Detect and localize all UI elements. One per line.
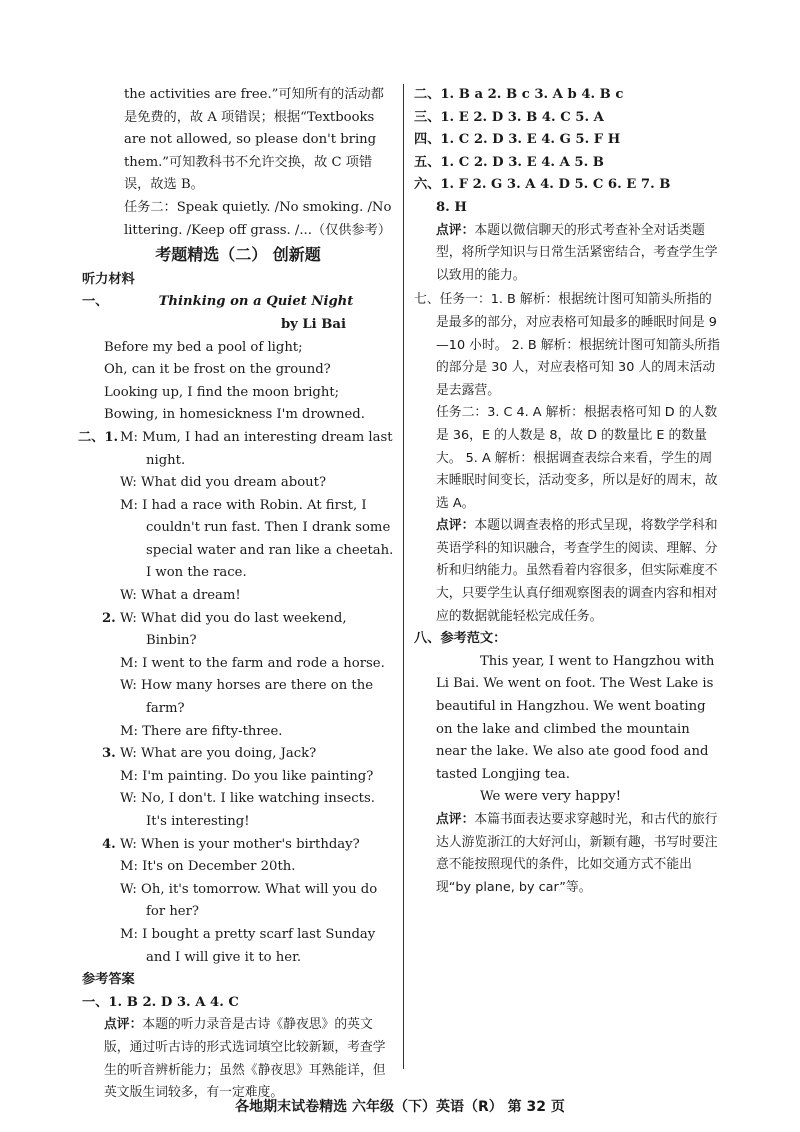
text-line: are not allowed, so please don't bring: [124, 132, 377, 148]
dialog-line: W: What did you dream about?: [120, 475, 327, 491]
left-column: [78, 84, 394, 1105]
poem-line: Bowing, in homesickness I'm drowned.: [104, 407, 365, 423]
poem: [82, 291, 394, 427]
text-line: littering. /Keep off grass. /...（仅供参考）: [124, 222, 392, 238]
dialog-line: M: I had a race with Robin. At first, I couldn't run fast. Then I drank some special water and ran like a cheetah. I won the race.: [120, 497, 394, 581]
dialog-line: W: How many horses are there on the farm?: [120, 678, 374, 717]
dialog-line: W: No, I don't. I like watching insects. It's interesting!: [120, 791, 375, 829]
dialog-line: W: What are you doing, Jack?: [120, 746, 317, 762]
comment-block: [414, 809, 720, 899]
answer-line: 三、1. E 2. D 3. B 4. C 5. A: [414, 109, 604, 125]
dialog-line: M: I bought a pretty scarf last Sunday and I will give it to her.: [120, 926, 376, 965]
dialog-4: [82, 834, 394, 970]
poem-title: Thinking on a Quiet Night: [158, 294, 354, 310]
dialog-line: W: When is your mother's birthday?: [120, 836, 360, 852]
essay-paragraph: This year, I went to Hangzhou with Li Bai. We went on foot. The West Lake is beautiful in Hangzhou. We went boating on the lake and climbed the mountain near the lake. We also ate good food and tasted Longjing tea.: [436, 653, 715, 782]
answer-line: 8. H: [436, 199, 467, 215]
comment-label: 点评：: [436, 222, 475, 238]
text-line: the activities are free.”可知所有的活动都: [124, 87, 384, 102]
answer-line: 六、1. F 2. G 3. A 4. D 5. C 6. E 7. B: [414, 177, 671, 193]
dialog-line: M: I'm painting. Do you like painting?: [120, 768, 374, 784]
comment-label: 点评：: [436, 518, 475, 534]
comment-text: 本篇书面表达要求穿越时光，和古代的旅行达人游览浙江的大好河山，新颖有趣，书写时要注意不能按照现代的条件，比如交通方式不能出现“by plane, by car”等。: [436, 812, 718, 895]
dialog-number: 3.: [102, 746, 116, 762]
text-line: them.”可知教科书不允许交换，故 C 项错: [124, 154, 373, 170]
comment-block: [82, 1014, 394, 1104]
dialog-line: M: Mum, I had an interesting dream last night.: [120, 429, 393, 468]
text-line: 误，故选 B。: [124, 177, 204, 193]
poem-line: Looking up, I find the moon bright;: [104, 384, 340, 400]
answer-line: 五、1. C 2. D 3. E 4. A 5. B: [414, 154, 604, 170]
comment-label: 点评：: [436, 812, 475, 827]
poem-line: Oh, can it be frost on the ground?: [104, 362, 331, 378]
answer-line: 一、1. B 2. D 3. A 4. C: [82, 994, 239, 1010]
poem-number: 一、: [82, 294, 109, 310]
right-column: [414, 84, 720, 899]
dialog-line: W: What did you do last weekend, Binbin?: [120, 610, 347, 649]
poem-line: Before my bed a pool of light;: [104, 339, 303, 355]
comment-block: [414, 515, 720, 628]
dialog-line: W: Oh, it's tomorrow. What will you do for her?: [120, 881, 378, 920]
answer-line: 二、1. B a 2. B c 3. A b 4. B c: [414, 87, 624, 102]
q8-heading: 八、参考范文：: [414, 631, 507, 647]
column-divider: [403, 84, 404, 1069]
section-title: 考题精选（二） 创新题: [155, 245, 321, 265]
comment-text: 本题以调查表格的形式呈现，将数学学科和英语学科的知识融合，考查学生的阅读、理解、分析和归纳能力。虽然看着内容很多，但实际难度不大，只要学生认真仔细观察图表的调查内容和相对应的数据就能轻松完成任务。: [436, 518, 718, 624]
dialog-line: M: It's on December 20th.: [120, 859, 296, 875]
q7-task1: 七、任务一：1. B 解析：根据统计图可知箭头所指的是最多的部分，对应表格可知最多的睡眠时间是 9—10 小时。 2. B 解析：根据统计图可知箭头所指的部分是 30 人，对应表格可知 30 人的周末活动是去露营。: [414, 292, 720, 398]
comment-label: 点评：: [104, 1017, 143, 1033]
comment-text: 本题的听力录音是古诗《静夜思》的英文版，通过听古诗的形式选词填空比较新颖，考查学生的听音辨析能力；虽然《静夜思》耳熟能详，但英文版生词较多，有一定难度。: [104, 1017, 386, 1101]
page-footer: 各地期末试卷精选 六年级（下）英语（R） 第 32 页: [235, 1099, 565, 1115]
listening-heading: 听力材料: [82, 271, 135, 287]
dialog-3: [82, 743, 394, 833]
poem-author: by Li Bai: [280, 316, 346, 332]
answer-line: 四、1. C 2. D 3. E 4. G 5. F H: [414, 132, 621, 148]
dialog-number: 2.: [102, 610, 116, 626]
dialog-line: M: I went to the farm and rode a horse.: [120, 655, 385, 671]
dialog-1: [78, 427, 394, 608]
dialog-number: 4.: [102, 836, 116, 852]
q7-task2: 任务二：3. C 4. A 解析：根据表格可知 D 的人数是 36，E 的人数是 8，故 D 的数量比 E 的数量大。 5. A 解析：根据调查表综合来看，学生的周末睡眠时间变长，活动变多，所以是好的周末，故选 A。: [436, 405, 718, 511]
dialog-line: W: What a dream!: [120, 588, 241, 604]
answers-heading: 参考答案: [82, 972, 135, 988]
text-line: 是免费的，故 A 项错误；根据“Textbooks: [124, 109, 375, 125]
dialog-2: [82, 608, 394, 744]
dialog-line: M: There are fifty-three.: [120, 723, 283, 739]
comment-block: [414, 220, 720, 288]
text-line: 任务二：Speak quietly. /No smoking. /No: [124, 199, 392, 215]
essay-paragraph: We were very happy!: [480, 789, 622, 805]
comment-text: 本题以微信聊天的形式考查补全对话类题型，将所学知识与日常生活紧密结合，考查学生学以致用的能力。: [436, 222, 718, 283]
dialog-number: 二、1.: [78, 429, 119, 445]
